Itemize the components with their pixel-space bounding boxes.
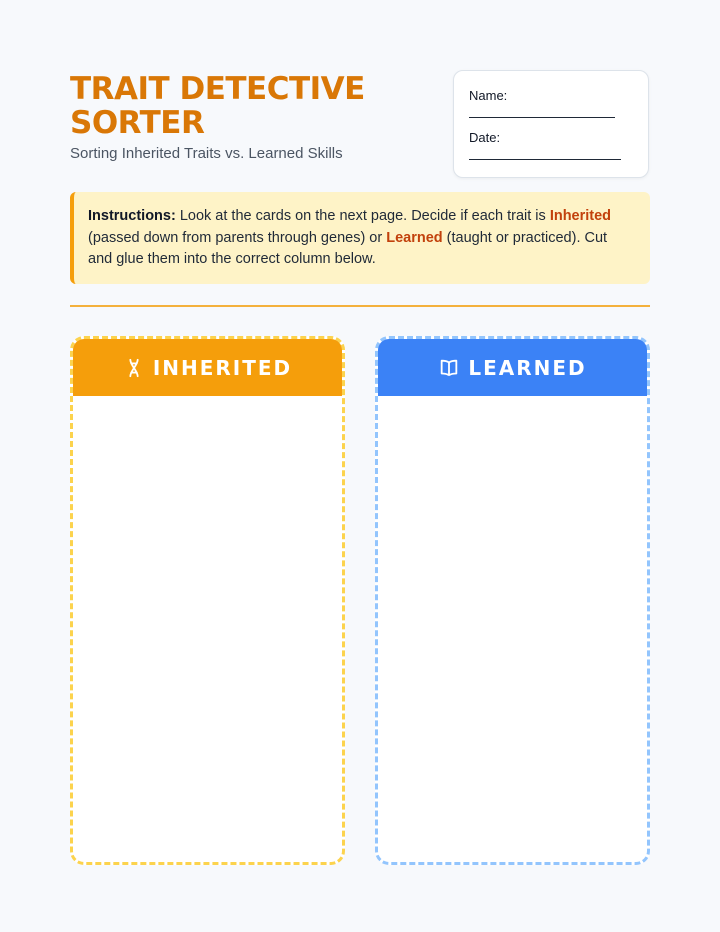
instructions-box — [70, 192, 650, 284]
section-divider — [70, 305, 650, 307]
instructions-text-1: Look at the cards on the next page. Decide if each trait is — [175, 208, 550, 224]
inherited-drop-area[interactable] — [73, 396, 342, 862]
learned-column-header — [378, 339, 647, 396]
name-label: Name: — [469, 88, 508, 103]
instructions-lead: Instructions: — [88, 208, 176, 224]
learned-column — [375, 336, 650, 865]
keyword-inherited: Inherited — [549, 208, 612, 224]
instructions-text-2: (passed down from parents through genes) or — [88, 229, 387, 246]
inherited-column-header — [73, 339, 342, 396]
date-field-line[interactable] — [469, 159, 621, 160]
book-icon — [438, 357, 460, 379]
instructions-text-3: (taught or practiced). Cut and glue them into the correct column below. — [88, 229, 608, 267]
name-date-box — [453, 70, 649, 178]
inherited-column — [70, 336, 345, 865]
learned-drop-area[interactable] — [378, 396, 647, 862]
page-subtitle: Sorting Inherited Traits vs. Learned Skills — [70, 145, 343, 162]
date-label: Date: — [469, 130, 501, 145]
name-field-line[interactable] — [469, 117, 615, 118]
learned-column-label: LEARNED — [468, 355, 587, 380]
page-title: TRAIT DETECTIVE SORTER — [70, 71, 365, 141]
dna-icon — [123, 357, 145, 379]
inherited-column-label: INHERITED — [152, 355, 293, 380]
keyword-learned: Learned — [386, 229, 443, 246]
